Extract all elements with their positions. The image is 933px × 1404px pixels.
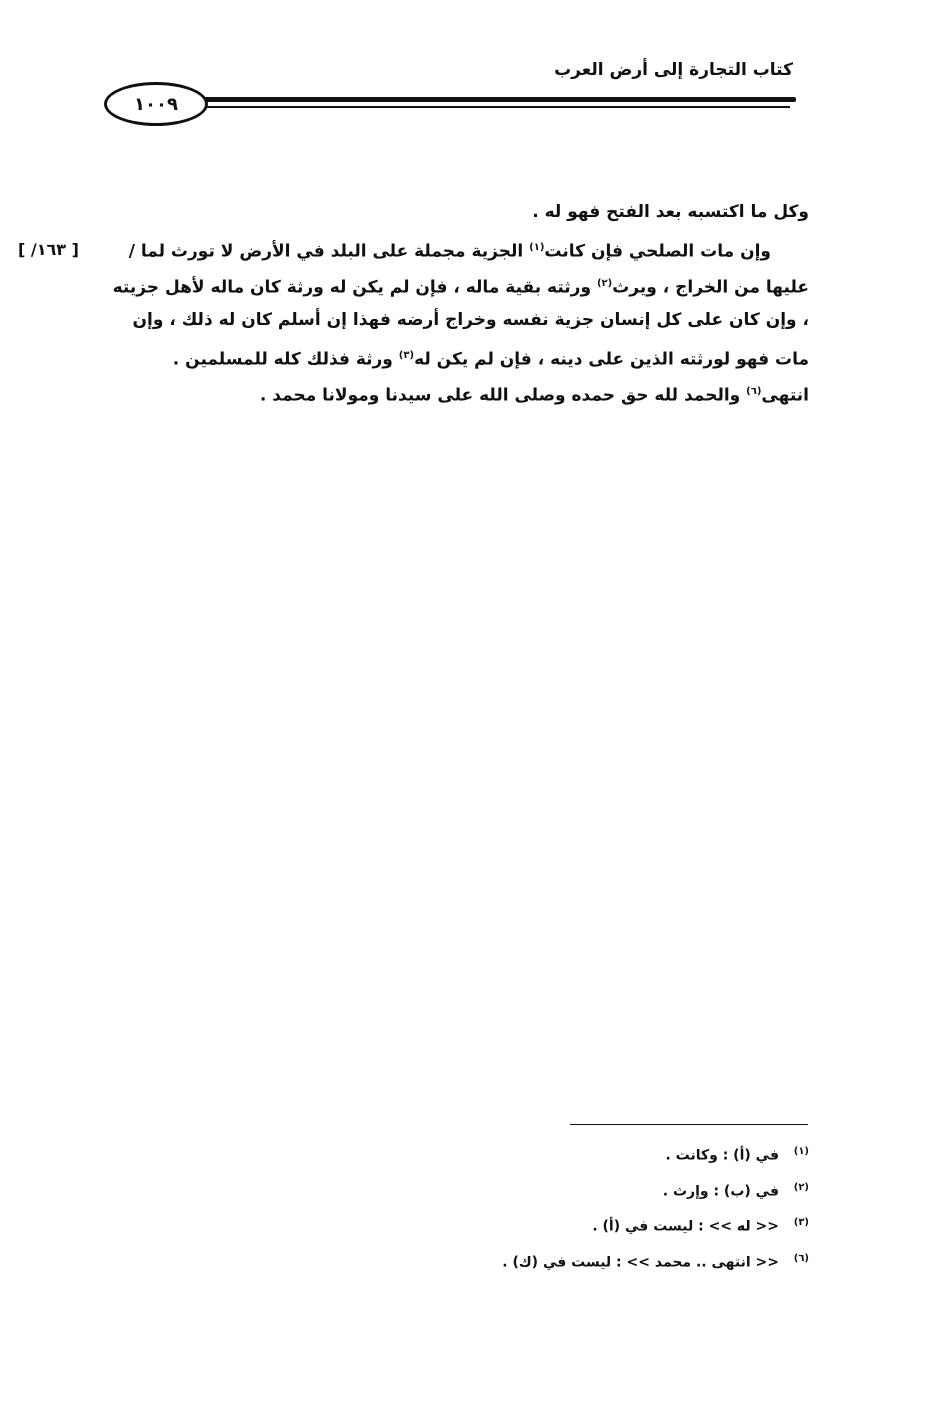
footnote-text: في (ب) : وإرث .	[662, 1183, 779, 1200]
margin-folio-reference: [ ١٦٣/ ]	[18, 240, 79, 259]
text-line	[109, 194, 809, 230]
header-rule-thin	[196, 106, 790, 108]
text-line	[109, 338, 809, 374]
text-run: ، وإن كان على كل إنسان جزية نفسه وخراج أرضه فهذا إن أسلم كان له ذلك ، وإن	[132, 310, 809, 330]
main-text	[109, 194, 809, 410]
footnote-marker: (١)	[529, 242, 545, 253]
text-line	[109, 302, 809, 338]
text-run: الجزية مجملة على البلد في الأرض لا تورث لما /	[128, 241, 530, 262]
text-line	[109, 266, 809, 302]
running-title: كتاب التجارة إلى أرض العرب	[554, 60, 793, 80]
footnote-number: (١)	[793, 1146, 809, 1157]
text-run: وإن مات الصلحي فإن كانت	[544, 241, 771, 262]
header-rule-thick	[196, 97, 796, 102]
footnote-number: (٦)	[793, 1252, 809, 1264]
footnote-item	[389, 1207, 809, 1243]
footnote-separator	[570, 1124, 808, 1125]
footnote-number: (٢)	[793, 1181, 809, 1193]
page-header	[0, 0, 933, 140]
text-run: ورثته بقية ماله ، فإن لم يكن له ورثة كان ماله لأهل جزيته	[112, 277, 597, 298]
footnote-item	[389, 1136, 809, 1172]
footnote-item	[389, 1243, 809, 1279]
footnotes	[389, 1136, 809, 1279]
footnote-text: << انتهى .. محمد >> : ليست في (ك) .	[502, 1254, 779, 1271]
text-run: وكل ما اكتسبه بعد الفتح فهو له .	[532, 202, 809, 222]
footnote-text: << له >> : ليست في (أ) .	[592, 1218, 779, 1235]
text-run: عليها من الخراج ، ويرث	[612, 277, 809, 298]
text-run: انتهى	[761, 385, 809, 406]
footnote-item	[389, 1172, 809, 1208]
text-run: مات فهو لورثته الذين على دينه ، فإن لم يكن له	[414, 349, 809, 370]
text-line	[109, 230, 809, 266]
footnote-marker: (٦)	[746, 386, 762, 397]
footnote-marker: (٢)	[596, 278, 613, 289]
text-run: ورثة فذلك كله للمسلمين .	[172, 349, 399, 370]
text-run: والحمد لله حق حمده وصلى الله على سيدنا ومولانا محمد .	[259, 385, 747, 406]
footnote-text: في (أ) : وكانت .	[665, 1147, 779, 1164]
text-line	[109, 374, 809, 410]
footnote-marker: (٣)	[398, 350, 415, 361]
footnote-number: (٣)	[793, 1217, 809, 1229]
page-number: ١٠٠٩	[104, 82, 208, 126]
